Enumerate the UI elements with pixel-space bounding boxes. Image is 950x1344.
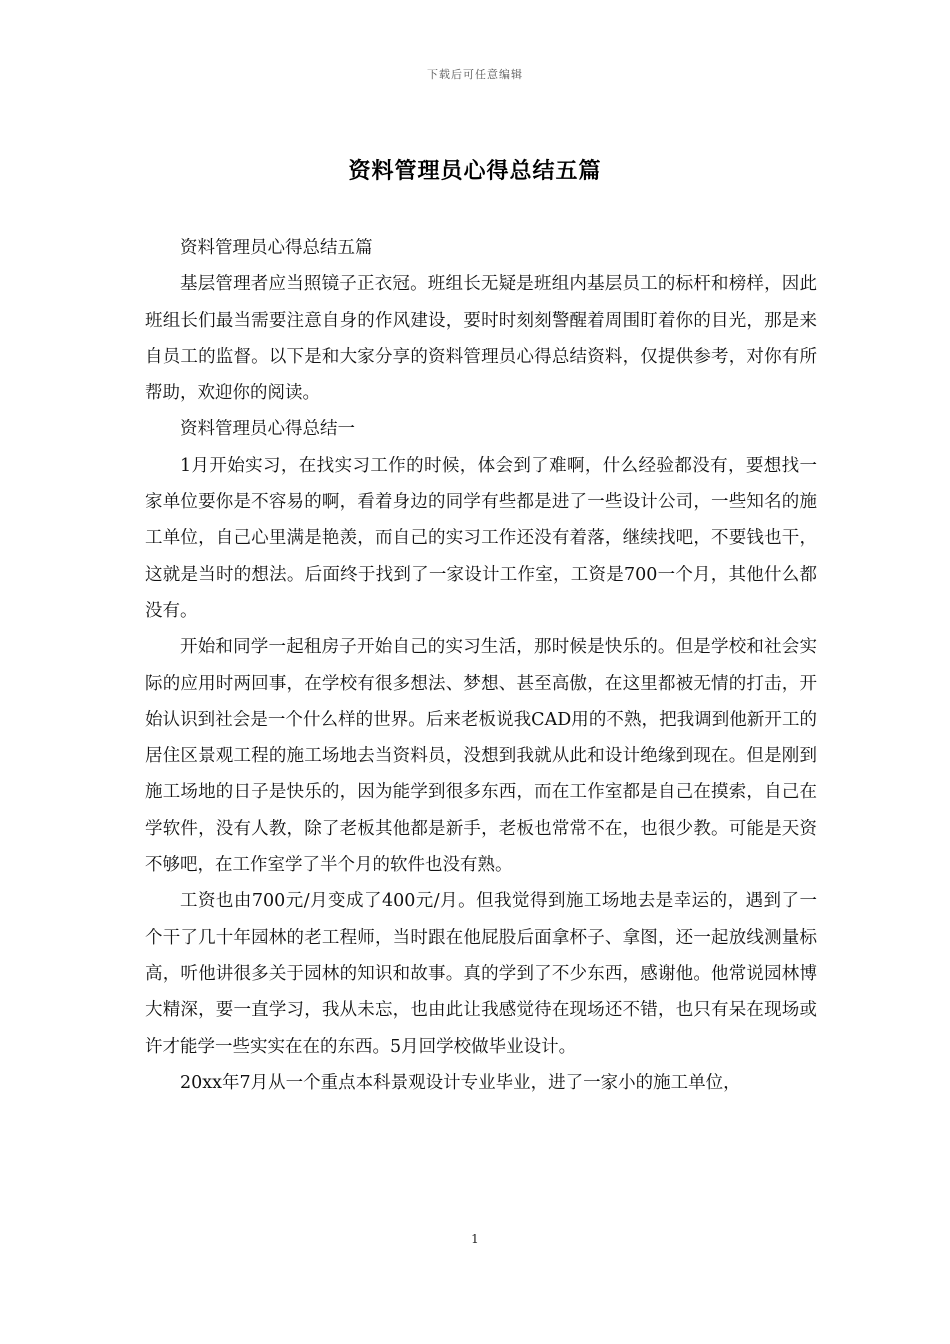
body-paragraph: 1月开始实习，在找实习工作的时候，体会到了难啊，什么经验都没有，要想找一家单位要你是不容易的啊，看着身边的同学有些都是进了一些设计公司，一些知名的施工单位，自己心里满是艳羡，而自己的实习工作还没有着落，继续找吧，不要钱也干，这就是当时的想法。后面终于找到了一家设计工作室，工资是700一个月，其他什么都没有。 bbox=[145, 455, 817, 621]
document-title: 资料管理员心得总结五篇 bbox=[348, 158, 602, 184]
body-paragraph: 开始和同学一起租房子开始自己的实习生活，那时候是快乐的。但是学校和社会实际的应用时两回事，在学校有很多想法、梦想、甚至高傲，在这里都被无情的打击，开始认识到社会是一个什么样的世界。后来老板说我CAD用的不熟，把我调到他新开工的居住区景观工程的施工场地去当资料员，没想到我就从此和设计绝缘到现在。但是刚到施工场地的日子是快乐的，因为能学到很多东西，而在工作室都是自己在摸索，自己在学软件，没有人教，除了老板其他都是新手，老板也常常不在，也很少教。可能是天资不够吧，在工作室学了半个月的软件也没有熟。 bbox=[145, 637, 817, 876]
intro-paragraph: 基层管理者应当照镜子正衣冠。班组长无疑是班组内基层员工的标杆和榜样，因此班组长们最当需要注意自身的作风建设，要时时刻刻警醒着周围盯着你的目光，那是来自员工的监督。以下是和大家分享的资料管理员心得总结资料，仅提供参考，对你有所帮助，欢迎你的阅读。 bbox=[145, 274, 817, 404]
subtitle-paragraph: 资料管理员心得总结五篇 bbox=[180, 238, 373, 258]
body-paragraph: 工资也由700元/月变成了400元/月。但我觉得到施工场地去是幸运的，遇到了一个干了几十年园林的老工程师，当时跟在他屁股后面拿杯子、拿图，还一起放线测量标高，听他讲很多关于园林的知识和故事。真的学到了不少东西，感谢他。他常说园林博大精深，要一直学习，我从未忘，也由此让我感觉待在现场还不错，也只有呆在现场或许才能学一些实实在在的东西。5月回学校做毕业设计。 bbox=[145, 891, 817, 1057]
body-paragraph: 20xx年7月从一个重点本科景观设计专业毕业，进了一家小的施工单位， bbox=[180, 1072, 741, 1093]
page-number: 1 bbox=[471, 1232, 479, 1246]
document-body bbox=[145, 230, 817, 1101]
section-heading: 资料管理员心得总结一 bbox=[180, 419, 355, 440]
header-note: 下载后可任意编辑 bbox=[427, 68, 523, 81]
